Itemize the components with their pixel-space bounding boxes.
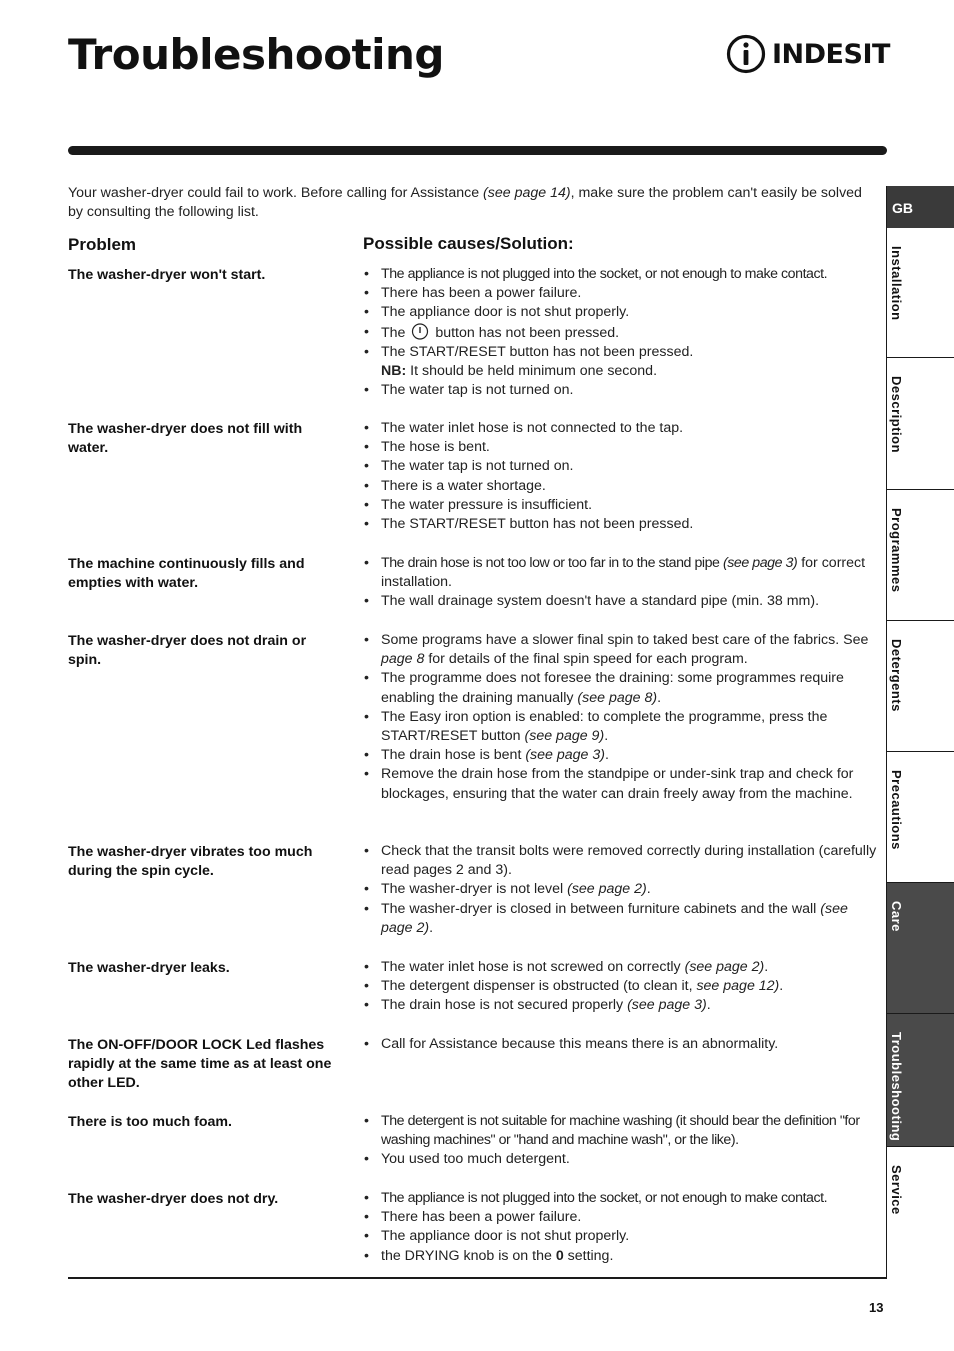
problem-label: The washer-dryer leaks. (68, 960, 230, 976)
language-tab: GB (887, 186, 954, 228)
page-number: 13 (869, 1300, 884, 1315)
cause-item: • The water inlet hose is not screwed on correctly (see page 2). (363, 958, 883, 977)
cause-item: • The washer-dryer is closed in between furniture cabinets and the wall (see page 2). (363, 900, 883, 938)
cause-item: • The detergent dispenser is obstructed (to clean it, see page 12). (363, 977, 883, 996)
brand-logo (726, 34, 890, 74)
cause-item: • The appliance is not plugged into the socket, or not enough to make contact. (363, 265, 883, 284)
cause-item: • The drain hose is not too low or too far in to the stand pipe (see page 3) for correct installation. (363, 554, 883, 592)
sidebar-tab-description[interactable]: Description (887, 358, 954, 490)
brand-name: INDESIT (772, 38, 890, 70)
problem-label: The washer-dryer does not fill with water. (68, 421, 303, 457)
page-reference: see page 12) (696, 978, 780, 995)
sidebar-tab-service[interactable]: Service (889, 1165, 904, 1215)
cause-list (363, 1189, 883, 1266)
cause-item: • the DRYING knob is on the 0 setting. (363, 1247, 883, 1266)
page-title: Troubleshooting (68, 30, 444, 79)
cause-item: • The water tap is not turned on. (363, 381, 883, 400)
cause-item: • The START/RESET button has not been pressed. (363, 515, 883, 534)
page-reference: (see page 8) (577, 689, 658, 706)
sidebar-tab-precautions[interactable]: Precautions (887, 752, 954, 883)
page-reference: (see page 3) (525, 747, 605, 764)
cause-list (363, 842, 883, 938)
problem-label: There is too much foam. (68, 1114, 232, 1130)
cause-item: • There is a water shortage. (363, 477, 883, 496)
cause-item: • The START/RESET button has not been pressed. (363, 343, 883, 362)
cause-item: • Call for Assistance because this means there is an abnormality. (363, 1035, 883, 1054)
problem-label: The machine continuously fills and empties with water. (68, 556, 305, 592)
cause-item: • The programme does not foresee the draining: some programmes require enabling the draining manually (see page 8). (363, 669, 883, 707)
cause-list (363, 1112, 883, 1170)
sidebar-tab-installation[interactable]: Installation (887, 228, 954, 358)
cause-note: NB: It should be held minimum one second. (381, 363, 658, 380)
cause-item: • The washer-dryer is not level (see page 2). (363, 880, 883, 899)
indesit-logo-icon (726, 34, 766, 74)
cause-item: • There has been a power failure. (363, 1208, 883, 1227)
problem-column-heading: Problem (68, 235, 137, 254)
sidebar-tab-programmes[interactable]: Programmes (887, 490, 954, 621)
sidebar-tab-care[interactable]: Care (887, 883, 954, 1014)
page-reference: (see page 2) (567, 881, 647, 898)
cause-item: • The appliance is not plugged into the socket, or not enough to make contact. (363, 1189, 883, 1208)
cause-item: • There has been a power failure. (363, 284, 883, 303)
cause-item: • The detergent is not suitable for machine washing (it should bear the definition "for washing machines" or "hand and machine wash", or the like). (363, 1112, 883, 1150)
problem-label: The washer-dryer does not dry. (68, 1191, 279, 1207)
problem-label: The washer-dryer won't start. (68, 267, 266, 283)
page-reference: (see page 3) (627, 997, 707, 1014)
cause-item: • The drain hose is bent (see page 3). (363, 746, 883, 765)
problem-label: The washer-dryer vibrates too much during the spin cycle. (68, 844, 313, 880)
problem-label: The washer-dryer does not drain or spin. (68, 633, 307, 669)
cause-item: • The Easy iron option is enabled: to complete the programme, press the START/RESET button (see page 9). (363, 708, 883, 746)
page-reference: (see page 2) (381, 900, 848, 936)
cause-item: • The hose is bent. (363, 438, 883, 457)
cause-list (363, 419, 883, 534)
cause-item: • The water inlet hose is not connected to the tap. (363, 419, 883, 438)
intro-text: Your washer-dryer could fail to work. Before calling for Assistance (see page 14), make sure the problem can't easily be solved by consulting the following list. (68, 185, 862, 220)
page-reference: (see page 2) (684, 959, 765, 975)
cause-item: • The water pressure is insufficient. (363, 496, 883, 515)
cause-item: • You used too much detergent. (363, 1150, 883, 1169)
cause-item: • The water tap is not turned on. (363, 457, 883, 476)
problem-label: The ON-OFF/DOOR LOCK Led flashes rapidly at the same time as at least one other LED. (68, 1037, 332, 1092)
cause-item: • The button has not been pressed. (363, 323, 883, 343)
cause-list (363, 1035, 883, 1054)
power-button-icon (409, 323, 431, 340)
causes-column-heading: Possible causes/Solution: (363, 234, 574, 253)
header-divider (68, 146, 887, 155)
cause-item: • The appliance door is not shut properly. (363, 303, 883, 322)
cause-item: • The appliance door is not shut properly. (363, 1227, 883, 1246)
page-reference: page 8 (381, 651, 425, 668)
cause-list (363, 631, 883, 804)
cause-item: • Some programs have a slower final spin to taked best care of the fabrics. See page 8 for details of the final spin speed for each program. (363, 631, 883, 669)
cause-list (363, 958, 883, 1016)
page-reference: (see page 9) (524, 728, 605, 745)
footer-divider (68, 1277, 887, 1279)
sidebar-tab-detergents[interactable]: Detergents (887, 621, 954, 752)
cause-item: • Check that the transit bolts were removed correctly during installation (carefully read pages 2 and 3). (363, 842, 883, 880)
cause-item: • Remove the drain hose from the standpipe or under-sink trap and check for blockages, ensuring that the water can drain freely away from the machine. (363, 765, 883, 803)
cause-list (363, 265, 883, 400)
sidebar-tab-troubleshooting[interactable]: Troubleshooting (887, 1014, 954, 1147)
page-reference: (see page 14) (483, 185, 571, 201)
cause-item: • The drain hose is not secured properly (see page 3). (363, 996, 883, 1015)
cause-list (363, 554, 883, 612)
cause-item: • The wall drainage system doesn't have a standard pipe (min. 38 mm). (363, 592, 883, 611)
page-reference: (see page 3) (723, 555, 798, 571)
